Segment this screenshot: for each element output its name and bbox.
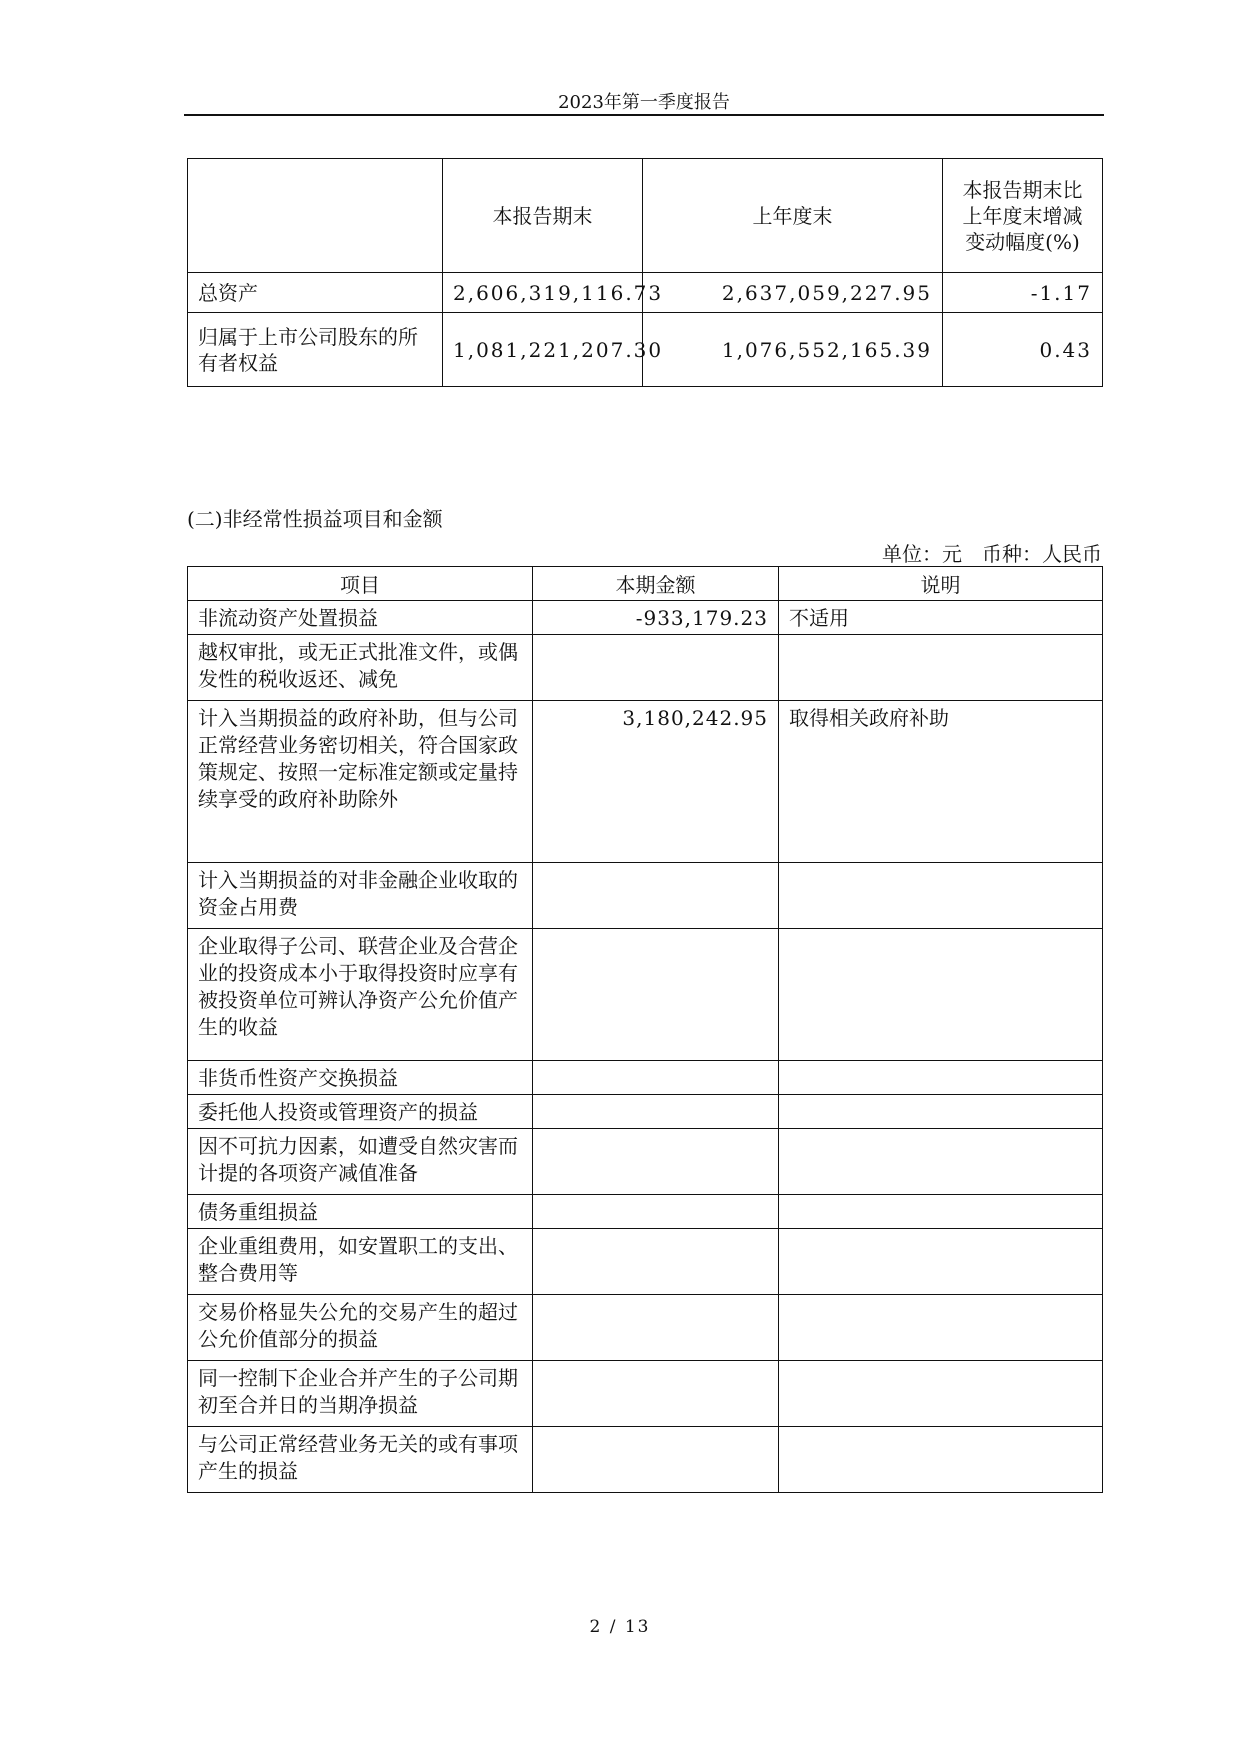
header-rule (184, 114, 1104, 116)
row-amount (533, 1361, 779, 1427)
row-amount (533, 863, 779, 929)
section-title: (二)非经常性损益项目和金额 (187, 507, 443, 531)
summary-table (187, 158, 1103, 387)
summary-col-current: 本报告期末 (443, 159, 643, 273)
row-item: 债务重组损益 (188, 1195, 533, 1229)
row-amount (533, 929, 779, 1061)
row-amount (533, 635, 779, 701)
table-row (188, 1061, 1103, 1095)
row-item: 交易价格显失公允的交易产生的超过公允价值部分的损益 (188, 1295, 533, 1361)
row-prior: 2,637,059,227.95 (643, 273, 943, 313)
table-row (188, 1195, 1103, 1229)
row-note (779, 863, 1103, 929)
row-prior: 1,076,552,165.39 (643, 313, 943, 387)
row-amount (533, 1095, 779, 1129)
summary-col-change: 本报告期末比上年度末增减变动幅度(%) (943, 159, 1103, 273)
unit-currency-note: 单位：元 币种：人民币 (882, 542, 1102, 566)
row-amount (533, 1229, 779, 1295)
table-row (188, 701, 1103, 863)
nonrecurring-table (187, 566, 1103, 1493)
table-row (188, 1295, 1103, 1361)
row-note (779, 635, 1103, 701)
row-item: 同一控制下企业合并产生的子公司期初至合并日的当期净损益 (188, 1361, 533, 1427)
row-item: 计入当期损益的政府补助，但与公司正常经营业务密切相关，符合国家政策规定、按照一定标准定额或定量持续享受的政府补助除外 (188, 701, 533, 863)
row-item: 非流动资产处置损益 (188, 601, 533, 635)
row-amount: -933,179.23 (533, 601, 779, 635)
table-row (188, 1129, 1103, 1195)
summary-col-label (188, 159, 443, 273)
table-row (188, 1095, 1103, 1129)
row-note: 不适用 (779, 601, 1103, 635)
table-row (188, 601, 1103, 635)
table-row (188, 863, 1103, 929)
row-note (779, 1427, 1103, 1493)
row-item: 非货币性资产交换损益 (188, 1061, 533, 1095)
row-item: 与公司正常经营业务无关的或有事项产生的损益 (188, 1427, 533, 1493)
row-note (779, 1095, 1103, 1129)
row-note (779, 1361, 1103, 1427)
table-row (188, 1229, 1103, 1295)
page-header-title: 2023年第一季度报告 (558, 92, 730, 113)
row-item: 计入当期损益的对非金融企业收取的资金占用费 (188, 863, 533, 929)
table-row (188, 929, 1103, 1061)
col-amount: 本期金额 (533, 567, 779, 601)
row-item: 委托他人投资或管理资产的损益 (188, 1095, 533, 1129)
table-row (188, 635, 1103, 701)
row-label: 归属于上市公司股东的所有者权益 (188, 313, 443, 387)
row-note (779, 929, 1103, 1061)
table-row (188, 273, 1103, 313)
row-amount (533, 1129, 779, 1195)
row-note (779, 1295, 1103, 1361)
row-item: 企业重组费用，如安置职工的支出、整合费用等 (188, 1229, 533, 1295)
row-current: 1,081,221,207.30 (443, 313, 643, 387)
row-item: 因不可抗力因素，如遭受自然灾害而计提的各项资产减值准备 (188, 1129, 533, 1195)
row-amount (533, 1295, 779, 1361)
row-current: 2,606,319,116.73 (443, 273, 643, 313)
row-amount: 3,180,242.95 (533, 701, 779, 863)
page-number: 2 / 13 (589, 1617, 651, 1637)
table-row (188, 313, 1103, 387)
row-note (779, 1229, 1103, 1295)
row-item: 越权审批，或无正式批准文件，或偶发性的税收返还、减免 (188, 635, 533, 701)
summary-header-row (188, 159, 1103, 273)
row-note: 取得相关政府补助 (779, 701, 1103, 863)
row-note (779, 1195, 1103, 1229)
table-row (188, 1361, 1103, 1427)
row-amount (533, 1195, 779, 1229)
col-note: 说明 (779, 567, 1103, 601)
summary-col-prior: 上年度末 (643, 159, 943, 273)
row-note (779, 1129, 1103, 1195)
row-item: 企业取得子公司、联营企业及合营企业的投资成本小于取得投资时应享有被投资单位可辨认净资产公允价值产生的收益 (188, 929, 533, 1061)
row-change: -1.17 (943, 273, 1103, 313)
nonrecurring-header-row (188, 567, 1103, 601)
row-label: 总资产 (188, 273, 443, 313)
table-row (188, 1427, 1103, 1493)
row-amount (533, 1061, 779, 1095)
row-change: 0.43 (943, 313, 1103, 387)
col-item: 项目 (188, 567, 533, 601)
row-note (779, 1061, 1103, 1095)
row-amount (533, 1427, 779, 1493)
